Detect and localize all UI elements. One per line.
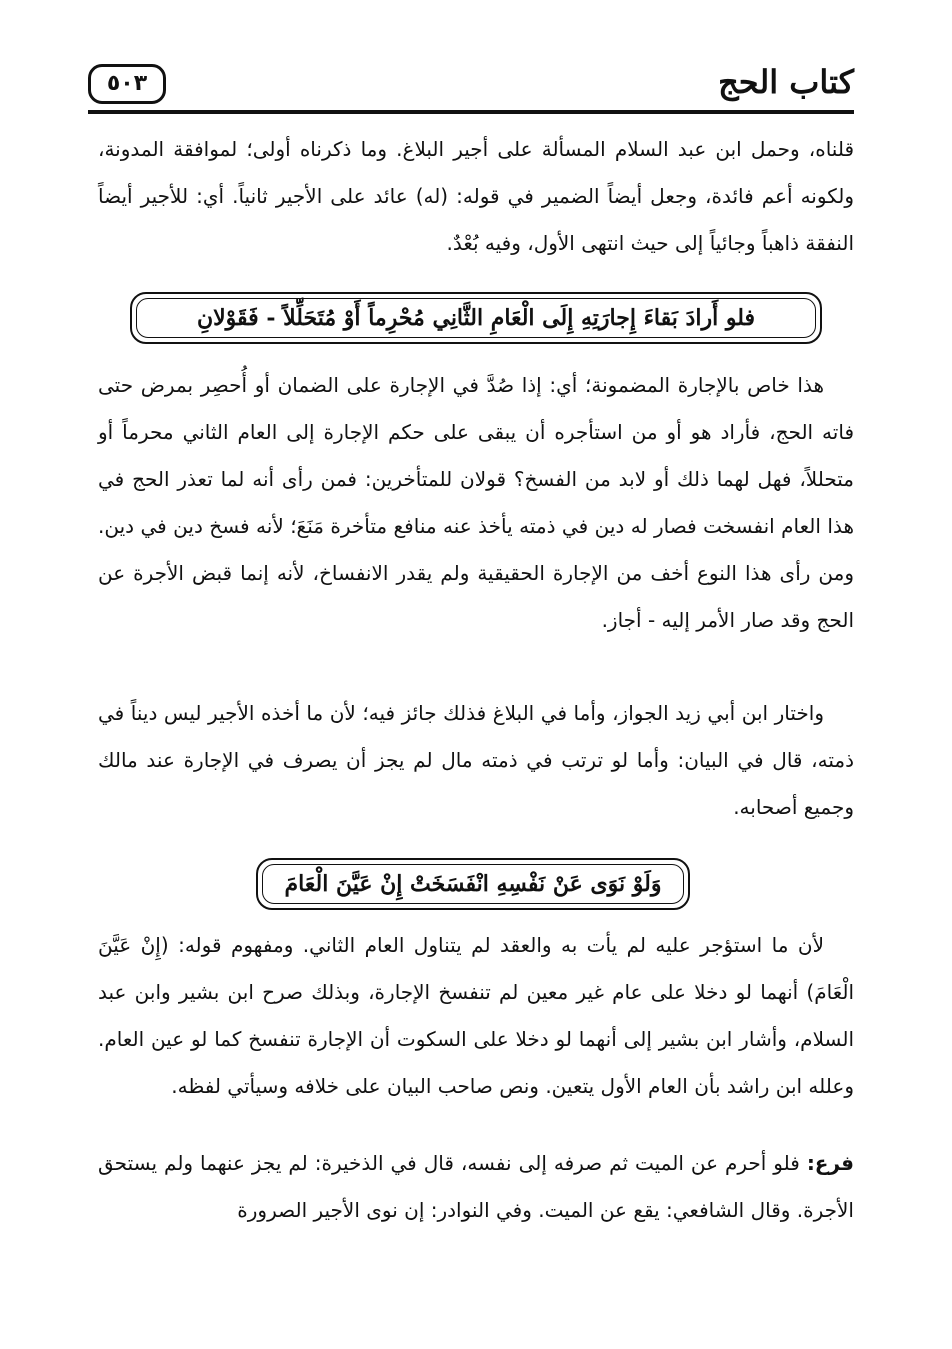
paragraph-4: لأن ما استؤجر عليه لم يأت به والعقد لم يتناول العام الثاني. ومفهوم قوله: (إِنْ عَيَّنَ الْعَامَ) أنهما لو دخلا على عام غير معين لم تنفسخ الإجارة، وبذلك صرح ابن بشير وابن عبد السلام، وأشار ابن بشير إلى أنهما لو دخلا على السكوت أن الإجارة تنفسخ كما لو عين العام. وعلله ابن راشد بأن العام الأول يتعين. ونص صاحب البيان على خلافه وسيأتي لفظه. bbox=[98, 933, 854, 1098]
paragraph-1: قلناه، وحمل ابن عبد السلام المسألة على أجير البلاغ. وما ذكرناه أولى؛ لموافقة المدونة، ولكونه أعم فائدة، وجعل أيضاً الضمير في قوله: (له) عائد على الأجير ثانياً. أي: للأجير أيضاً النفقة ذاهباً وجائياً إلى حيث انتهى الأول، وفيه بُعْدٌ. bbox=[98, 137, 854, 255]
running-header bbox=[88, 58, 854, 122]
paragraph-5 bbox=[98, 1140, 854, 1234]
paragraph-5-text: فلو أحرم عن الميت ثم صرفه إلى نفسه، قال في الذخيرة: لم يجز عنهما ولم يستحق الأجرة. وقال الشافعي: يقع عن الميت. وفي النوادر: إن نوى الأجير الصرورة bbox=[98, 1151, 854, 1222]
matn-rubric-1: فلو أَرادَ بَقاءَ إِجارَتِهِ إِلَى الْعَامِ الثَّانِي مُحْرِماً أَوْ مُتَحَلِّلاً - فَقَوْلانِ bbox=[130, 292, 822, 344]
matn-rubric-2: وَلَوْ نَوَى عَنْ نَفْسِهِ انْفَسَخَتْ إِنْ عَيَّنَ الْعَامَ bbox=[256, 858, 690, 910]
paragraph-3: واختار ابن أبي زيد الجواز، وأما في البلاغ فذلك جائز فيه؛ لأن ما أخذه الأجير ليس ديناً في ذمته، قال في البيان: وأما لو ترتب في ذمته مال لم يجز أن يصرف في الإجارة عند مالك وجميع أصحابه. bbox=[98, 701, 854, 819]
header-divider bbox=[88, 110, 854, 114]
far-label: فرع: bbox=[806, 1151, 855, 1175]
paragraph-2: هذا خاص بالإجارة المضمونة؛ أي: إذا صُدَّ في الإجارة على الضمان أو أُحصِر بمرض حتى فاته الحج، فأراد هو أو من استأجره أن يبقى على حكم الإجارة إلى العام الثاني محرماً أو متحللاً، فهل لهما ذلك أو لابد من الفسخ؟ قولان للمتأخرين: فمن رأى أنه لما تعذر الحج في هذا العام انفسخت فصار له دين في ذمته يأخذ عنه منافع متأخرة مَنَعَ؛ لأنه فسخ دين في دين. ومن رأى هذا النوع أخف من الإجارة الحقيقية ولم يقدر الانفساخ، لأنه إنما قبض الأجرة عن الحج وقد صار الأمر إليه - أجاز. bbox=[98, 373, 854, 632]
book-title: كتاب الحج bbox=[718, 63, 854, 101]
page-number: ٥٠٣ bbox=[88, 64, 166, 104]
